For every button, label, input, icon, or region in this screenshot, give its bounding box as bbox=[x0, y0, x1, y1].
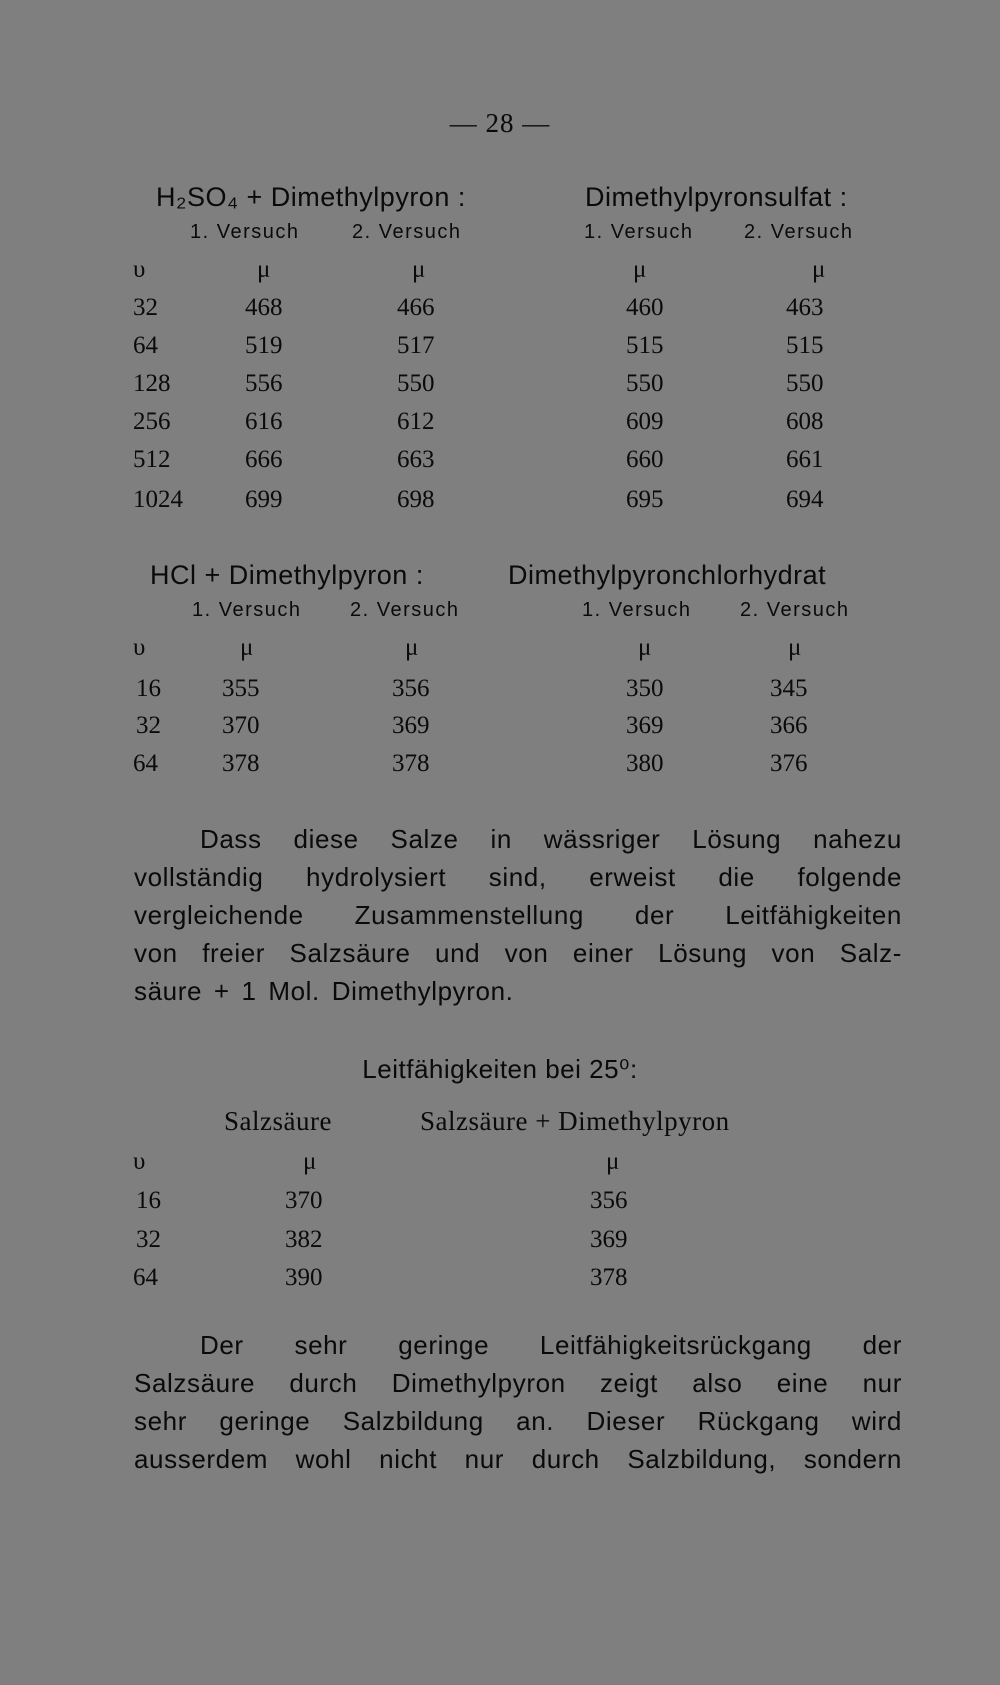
symbol-conductivity: μ bbox=[257, 256, 271, 283]
table-cell: 32 bbox=[136, 1226, 161, 1253]
table-cell: 256 bbox=[133, 408, 171, 435]
table-cell: 380 bbox=[626, 750, 664, 777]
table-cell: 64 bbox=[133, 332, 158, 359]
text-line: Der sehr geringe Leitfähigkeitsrückgang der bbox=[200, 1330, 902, 1360]
symbol-conductivity: μ bbox=[812, 256, 826, 283]
table-cell: 468 bbox=[245, 294, 283, 321]
text-line: Dass diese Salze in wässriger Lösung nahezu bbox=[200, 824, 902, 854]
text-line: ausserdem wohl nicht nur durch Salzbildung, sondern bbox=[134, 1444, 902, 1474]
table-title: Leitfähigkeiten bei 25⁰: bbox=[362, 1054, 638, 1084]
symbol-conductivity: μ bbox=[412, 256, 426, 283]
table-cell: 695 bbox=[626, 486, 664, 513]
table-cell: 550 bbox=[626, 370, 664, 397]
table-cell: 515 bbox=[626, 332, 664, 359]
symbol-conductivity: μ bbox=[405, 634, 419, 661]
text-line: vergleichende Zusammenstellung der Leitfähigkeiten bbox=[134, 900, 902, 930]
table-cell: 660 bbox=[626, 446, 664, 473]
table-cell: 699 bbox=[245, 486, 283, 513]
symbol-conductivity: μ bbox=[303, 1148, 317, 1175]
table-cell: 378 bbox=[590, 1264, 628, 1291]
text-line: Salzsäure durch Dimethylpyron zeigt also eine nur bbox=[134, 1368, 902, 1398]
table-cell: 512 bbox=[133, 446, 171, 473]
symbol-conductivity: μ bbox=[240, 634, 254, 661]
table-cell: 366 bbox=[770, 712, 808, 739]
table-cell: 64 bbox=[133, 750, 158, 777]
paragraph bbox=[134, 1326, 902, 1478]
table-cell: 1024 bbox=[133, 486, 183, 513]
table-cell: 666 bbox=[245, 446, 283, 473]
column-header: Salzsäure bbox=[224, 1106, 332, 1136]
table-cell: 369 bbox=[590, 1226, 628, 1253]
table-cell: 16 bbox=[136, 675, 161, 702]
text-line: vollständig hydrolysiert sind, erweist die folgende bbox=[134, 862, 902, 892]
table-title-left: H₂SO₄ + Dimethylpyron : bbox=[156, 182, 466, 212]
table-cell: 519 bbox=[245, 332, 283, 359]
table-cell: 460 bbox=[626, 294, 664, 321]
table-cell: 517 bbox=[397, 332, 435, 359]
table-cell: 556 bbox=[245, 370, 283, 397]
table-cell: 663 bbox=[397, 446, 435, 473]
column-header: 2. Versuch bbox=[352, 221, 462, 243]
table-cell: 694 bbox=[786, 486, 824, 513]
table-cell: 612 bbox=[397, 408, 435, 435]
table-cell: 355 bbox=[222, 675, 260, 702]
table-cell: 463 bbox=[786, 294, 824, 321]
table-cell: 390 bbox=[285, 1264, 323, 1291]
column-header: 1. Versuch bbox=[192, 599, 302, 621]
table-title-right: Dimethylpyronchlorhydrat bbox=[508, 560, 827, 590]
table-cell: 378 bbox=[222, 750, 260, 777]
table-cell: 32 bbox=[133, 294, 158, 321]
table-cell: 378 bbox=[392, 750, 430, 777]
table-cell: 350 bbox=[626, 675, 664, 702]
table-cell: 356 bbox=[392, 675, 430, 702]
symbol-dilution: υ bbox=[133, 1148, 146, 1175]
column-header: 2. Versuch bbox=[740, 599, 850, 621]
symbol-conductivity: μ bbox=[638, 634, 652, 661]
page-number: — 28 — bbox=[449, 108, 551, 138]
table-cell: 369 bbox=[626, 712, 664, 739]
column-header: 2. Versuch bbox=[744, 221, 854, 243]
table-cell: 515 bbox=[786, 332, 824, 359]
symbol-conductivity: μ bbox=[788, 634, 802, 661]
table-cell: 356 bbox=[590, 1187, 628, 1214]
table-cell: 376 bbox=[770, 750, 808, 777]
table-title-right: Dimethylpyronsulfat : bbox=[585, 182, 848, 212]
column-header: 1. Versuch bbox=[584, 221, 694, 243]
column-header: 2. Versuch bbox=[350, 599, 460, 621]
table-title-left: HCl + Dimethylpyron : bbox=[150, 560, 424, 590]
table-cell: 609 bbox=[626, 408, 664, 435]
table-cell: 64 bbox=[133, 1264, 158, 1291]
symbol-dilution: υ bbox=[133, 256, 146, 283]
table-cell: 550 bbox=[786, 370, 824, 397]
table-cell: 698 bbox=[397, 486, 435, 513]
table-cell: 369 bbox=[392, 712, 430, 739]
table-cell: 128 bbox=[133, 370, 171, 397]
column-header: 1. Versuch bbox=[582, 599, 692, 621]
table-cell: 382 bbox=[285, 1226, 323, 1253]
text-line: von freier Salzsäure und von einer Lösung von Salz- bbox=[134, 938, 902, 968]
table-cell: 616 bbox=[245, 408, 283, 435]
text-line: sehr geringe Salzbildung an. Dieser Rückgang wird bbox=[134, 1406, 902, 1436]
table-cell: 32 bbox=[136, 712, 161, 739]
symbol-conductivity: μ bbox=[606, 1148, 620, 1175]
column-header: Salzsäure + Dimethylpyron bbox=[420, 1106, 730, 1136]
column-header: 1. Versuch bbox=[190, 221, 300, 243]
table-cell: 466 bbox=[397, 294, 435, 321]
table-cell: 370 bbox=[222, 712, 260, 739]
table-cell: 370 bbox=[285, 1187, 323, 1214]
table-cell: 661 bbox=[786, 446, 824, 473]
symbol-conductivity: μ bbox=[633, 256, 647, 283]
table-cell: 550 bbox=[397, 370, 435, 397]
table-cell: 608 bbox=[786, 408, 824, 435]
text-line: säure + 1 Mol. Dimethylpyron. bbox=[134, 976, 514, 1006]
symbol-dilution: υ bbox=[133, 634, 146, 661]
table-cell: 16 bbox=[136, 1187, 161, 1214]
table-cell: 345 bbox=[770, 675, 808, 702]
